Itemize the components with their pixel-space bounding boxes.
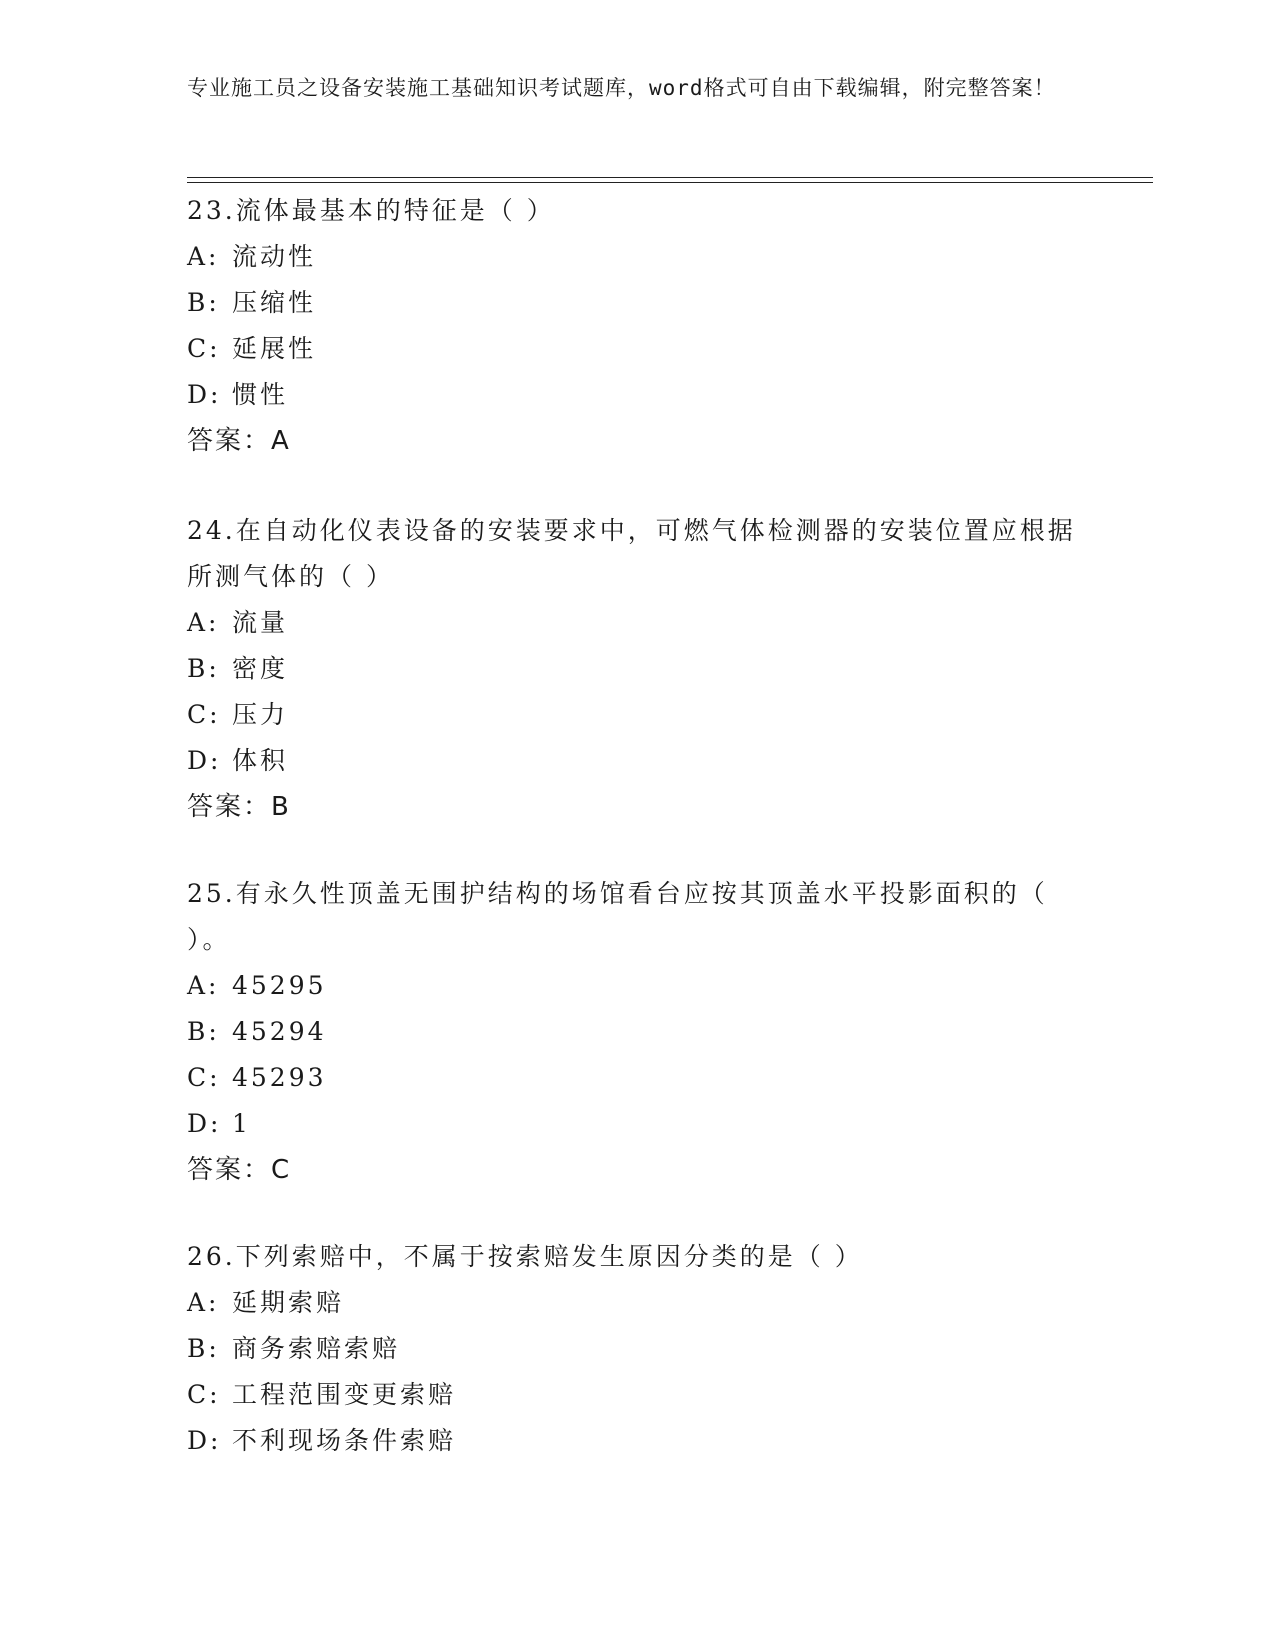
- question-stem: 23.流体最基本的特征是（ ）: [187, 196, 555, 225]
- question-23: [187, 188, 1087, 464]
- option-text: 体积: [232, 746, 289, 775]
- option-text: 45295: [232, 971, 327, 1000]
- option-text: 商务索赔索赔: [232, 1334, 401, 1363]
- option-text: 1: [232, 1109, 251, 1138]
- option-text: 45294: [232, 1017, 327, 1046]
- header-divider-bottom: [187, 182, 1153, 183]
- option-letter: A:: [187, 608, 220, 637]
- option-letter: A:: [187, 1288, 220, 1317]
- option-letter: A:: [187, 971, 220, 1000]
- question-stem: 25.有永久性顶盖无围护结构的场馆看台应按其顶盖水平投影面积的（ ）。: [187, 879, 1048, 954]
- answer-line: 答案：C: [187, 1155, 292, 1185]
- answer-line: 答案：B: [187, 792, 291, 822]
- option-b: [187, 1009, 1087, 1055]
- option-text: 惯性: [232, 380, 289, 409]
- question-26: [187, 1234, 1087, 1464]
- option-c: [187, 326, 1087, 372]
- option-a: [187, 1280, 1087, 1326]
- option-d: [187, 1101, 1087, 1147]
- answer-line: 答案：A: [187, 426, 291, 456]
- option-letter: D:: [187, 1426, 222, 1455]
- option-c: [187, 692, 1087, 738]
- option-letter: B:: [187, 288, 220, 317]
- option-text: 45293: [232, 1063, 327, 1092]
- option-b: [187, 280, 1087, 326]
- option-letter: A:: [187, 242, 220, 271]
- option-letter: C:: [187, 334, 221, 363]
- option-text: 延展性: [232, 334, 317, 363]
- option-letter: D:: [187, 1109, 222, 1138]
- document-header: 专业施工员之设备安装施工基础知识考试题库，word格式可自由下载编辑，附完整答案！: [187, 76, 1056, 100]
- option-text: 密度: [232, 654, 289, 683]
- option-letter: B:: [187, 1017, 220, 1046]
- option-a: [187, 234, 1087, 280]
- option-letter: D:: [187, 380, 222, 409]
- option-a: [187, 600, 1087, 646]
- option-text: 流动性: [232, 242, 317, 271]
- option-text: 压力: [232, 700, 289, 729]
- option-letter: B:: [187, 1334, 220, 1363]
- option-d: [187, 1418, 1087, 1464]
- option-letter: B:: [187, 654, 220, 683]
- option-letter: C:: [187, 700, 221, 729]
- option-b: [187, 1326, 1087, 1372]
- option-d: [187, 372, 1087, 418]
- option-c: [187, 1372, 1087, 1418]
- question-stem: 24.在自动化仪表设备的安装要求中，可燃气体检测器的安装位置应根据所测气体的（ ）: [187, 516, 1076, 591]
- option-text: 流量: [232, 608, 289, 637]
- option-letter: C:: [187, 1380, 221, 1409]
- question-25: [187, 871, 1087, 1193]
- question-24: [187, 508, 1087, 830]
- option-text: 不利现场条件索赔: [232, 1426, 457, 1455]
- option-letter: D:: [187, 746, 222, 775]
- option-text: 压缩性: [232, 288, 317, 317]
- option-letter: C:: [187, 1063, 221, 1092]
- header-divider-top: [187, 177, 1153, 178]
- option-d: [187, 738, 1087, 784]
- option-b: [187, 646, 1087, 692]
- question-stem: 26.下列索赔中，不属于按索赔发生原因分类的是（ ）: [187, 1242, 863, 1271]
- option-c: [187, 1055, 1087, 1101]
- option-a: [187, 963, 1087, 1009]
- option-text: 工程范围变更索赔: [232, 1380, 457, 1409]
- option-text: 延期索赔: [232, 1288, 345, 1317]
